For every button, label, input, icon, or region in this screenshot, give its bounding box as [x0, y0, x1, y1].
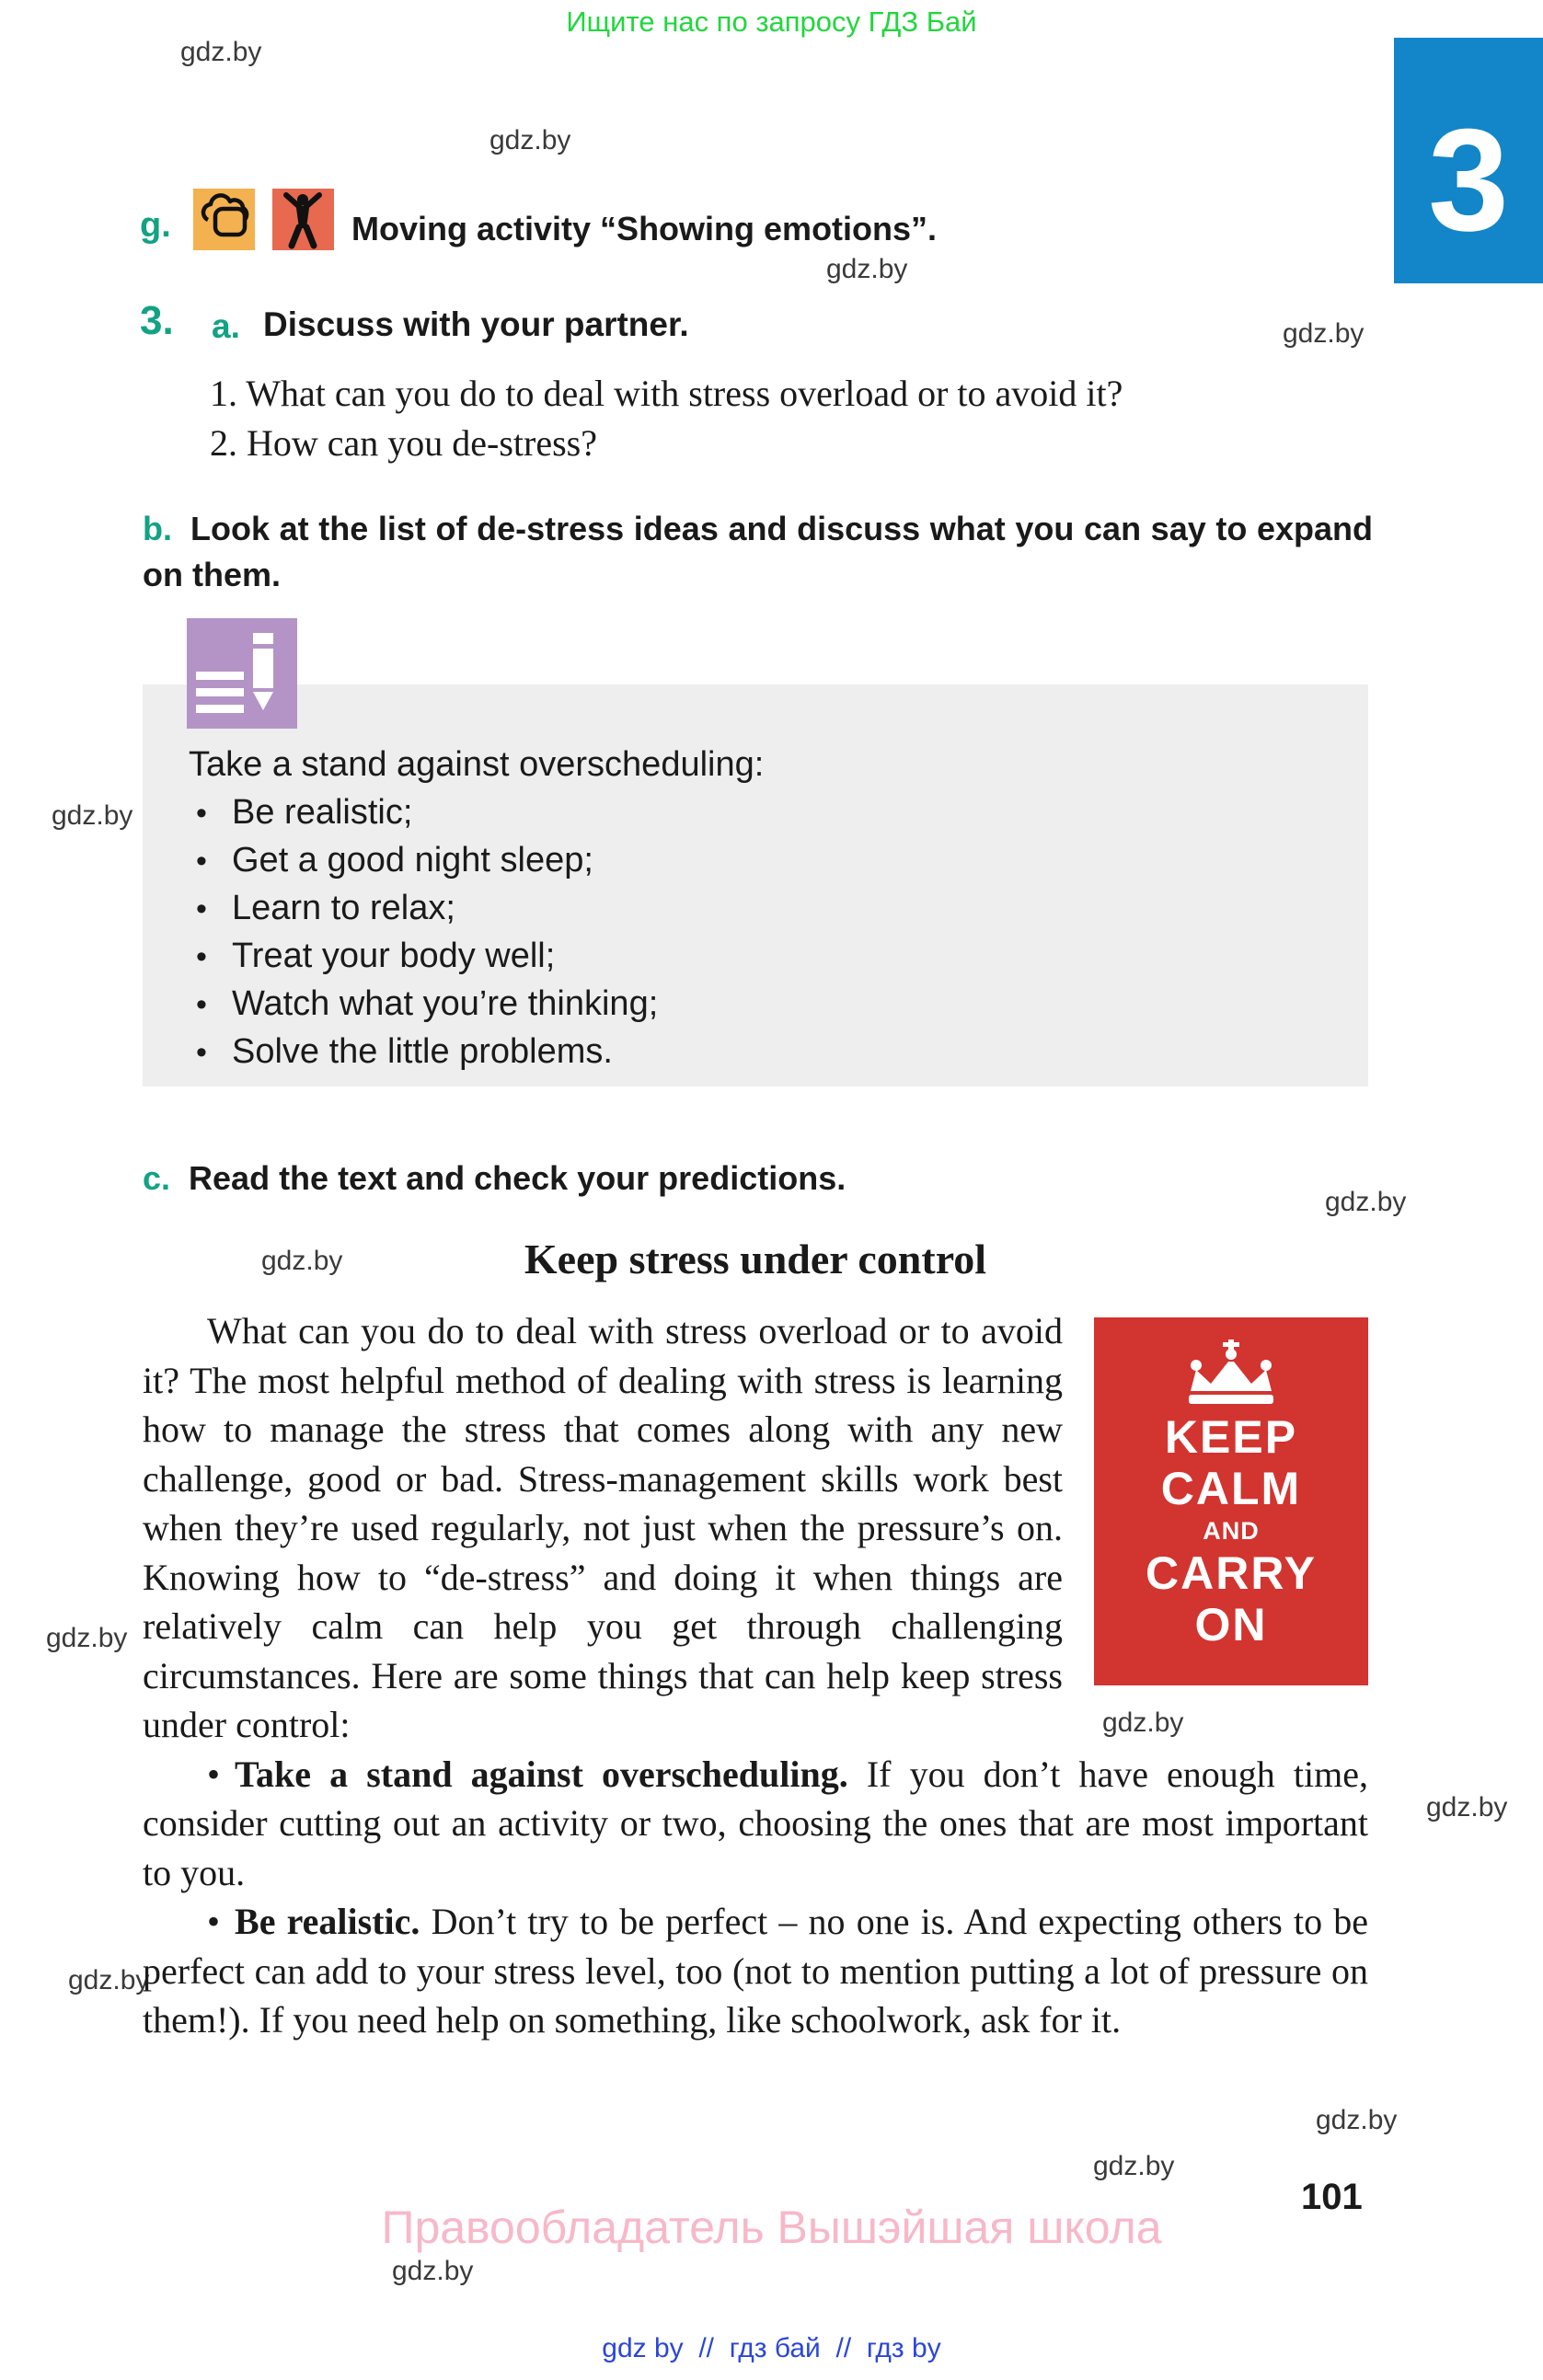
watermark: gdz.by — [826, 254, 908, 284]
list-item — [196, 984, 658, 1024]
exercise-3a-label: a. — [212, 307, 240, 345]
list-item-label: Watch what you’re thinking; — [232, 984, 659, 1023]
watermark: gdz.by — [489, 125, 571, 155]
watermark: gdz.by — [1283, 318, 1365, 349]
poster-line: ON — [1194, 1599, 1268, 1650]
article-bullet — [143, 1750, 1368, 1898]
exercise-3c-title: Read the text and check your predictions. — [189, 1159, 846, 1197]
exercise-3-number: 3. — [140, 298, 174, 343]
watermark: gdz.by — [68, 1965, 150, 1995]
de-stress-ideas-box — [143, 684, 1368, 1087]
poster-line: KEEP — [1164, 1411, 1298, 1463]
exercise-3b-instruction — [143, 506, 1373, 598]
chapter-number: 3 — [1428, 99, 1509, 261]
exercise-g-title: Moving activity “Showing emotions”. — [351, 210, 938, 247]
watermark: gdz.by — [1102, 1707, 1184, 1738]
footer-links: gdz by // гдз бай // гдз by — [602, 2333, 941, 2363]
list-item — [196, 1032, 613, 1072]
watermark: gdz.by — [392, 2256, 474, 2286]
bullet-icon: • — [196, 987, 207, 1022]
list-item-label: Solve the little problems. — [232, 1032, 613, 1071]
watermark: gdz.by — [1426, 1792, 1508, 1822]
exercise-3c-label: c. — [143, 1159, 171, 1197]
bullet-lead: Take a stand against overscheduling. — [235, 1753, 848, 1795]
list-item-label: Get a good night sleep; — [232, 841, 593, 880]
bullet-icon: • — [196, 844, 207, 879]
article-body — [143, 1306, 1368, 2045]
bullet-lead: Be realistic. — [235, 1901, 420, 1942]
chapter-tab — [1394, 38, 1543, 283]
exercise-3b-title: Look at the list of de-stress ideas and discuss what you can say to expand on them. — [143, 510, 1373, 593]
watermark: gdz.by — [180, 37, 262, 67]
article-intro: What can you do to deal with stress overload or to avoid it? The most helpful method of dealing with stress is learning how to manage the stress that comes along with any new challenge, good or bad. Stress-management skills work best when they’re used regularly, not just when the pressure’s on. Knowing how to “de-stress” and doing it when things are relatively calm can help you get through challenging circumstances. Here are some things that can help keep stress under control: — [143, 1310, 1063, 1745]
exercise-3a-title: Discuss with your partner. — [263, 305, 689, 343]
notes-icon — [187, 618, 297, 729]
list-item — [196, 889, 455, 928]
exercise-g-label: g. — [140, 206, 171, 245]
moving-activity-icon — [272, 189, 334, 250]
bullet-text: Don’t try to be perfect – no one is. And expecting others to be perfect can add to your stress level, too (not to mention putting a lot of pressure on them!). If you need help on something, like schoolwork, ask for it. — [143, 1901, 1369, 2041]
watermark: gdz.by — [1316, 2105, 1398, 2135]
watermark: gdz.by — [261, 1246, 343, 1276]
bullet-icon: • — [196, 891, 207, 926]
list-item-label: Treat your body well; — [232, 937, 556, 975]
watermark: gdz.by — [1325, 1187, 1407, 1217]
list-item — [196, 841, 593, 880]
list-item-label: Be realistic; — [232, 793, 413, 832]
bullet-icon: • — [207, 1901, 221, 1942]
keep-calm-poster — [1094, 1317, 1368, 1685]
list-item — [196, 937, 555, 976]
watermark: gdz.by — [46, 1623, 128, 1653]
exercise-3c-instruction — [143, 1159, 846, 1198]
poster-line: CALM — [1160, 1463, 1302, 1514]
bullet-icon: • — [196, 796, 207, 831]
exercise-3b-label: b. — [143, 510, 172, 547]
bullet-icon: • — [207, 1753, 221, 1795]
box-heading: Take a stand against overscheduling: — [189, 745, 765, 784]
list-item — [196, 793, 412, 833]
bullet-text: If you don’t have enough time, consider cutting out an activity or two, choosing the ones that are most important to you. — [143, 1753, 1368, 1893]
watermark: gdz.by — [52, 800, 133, 831]
bullet-icon: • — [196, 939, 207, 974]
article-bullet — [143, 1897, 1368, 2045]
watermark: gdz.by — [1093, 2151, 1175, 2181]
bullet-icon: • — [196, 1035, 207, 1070]
page-number: 101 — [1301, 2177, 1363, 2217]
list-item-label: Learn to relax; — [232, 889, 455, 927]
question-2: 2. How can you de-stress? — [210, 422, 597, 464]
publisher-line: Правообладатель Вышэйшая школа — [381, 2202, 1162, 2253]
poster-line: AND — [1203, 1517, 1260, 1545]
article-title: Keep stress under control — [524, 1236, 987, 1282]
poster-line: CARRY — [1146, 1547, 1317, 1599]
promo-banner: Ищите нас по запросу ГДЗ Бай — [566, 6, 977, 38]
speaking-activity-icon — [193, 189, 255, 250]
crown-icon — [1176, 1339, 1286, 1411]
question-1: 1. What can you do to deal with stress overload or to avoid it? — [210, 373, 1123, 414]
